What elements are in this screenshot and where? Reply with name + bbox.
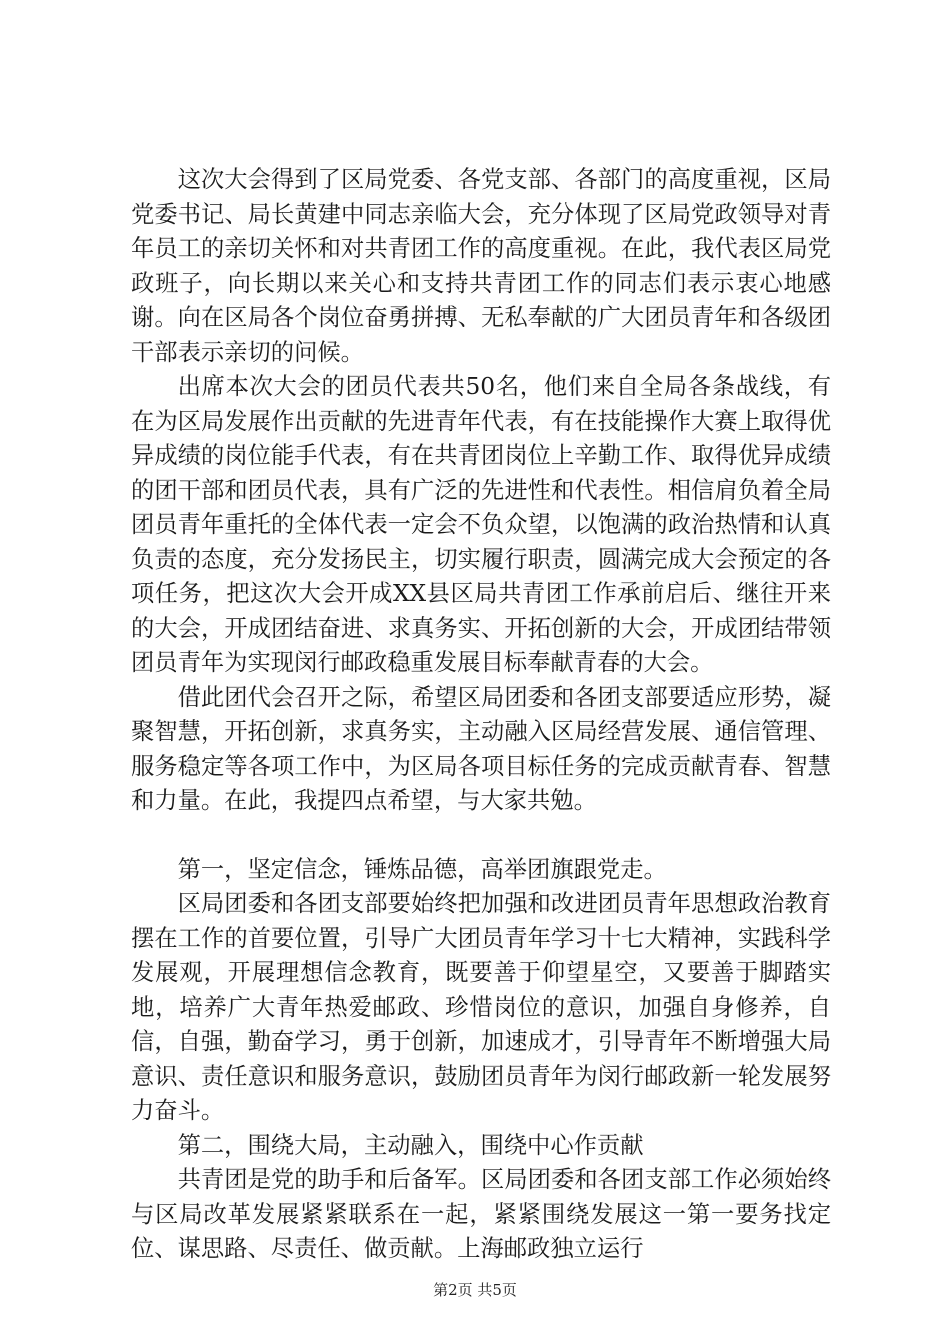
paragraph-hopes: 借此团代会召开之际，希望区局团委和各团支部要适应形势，凝聚智慧，开拓创新，求真务实，主动融入区局经营发展、通信管理、服务稳定等各项工作中，为区局各项目标任务的完成贡献青春、智慧和力量。在此，我提四点希望，与大家共勉。 — [131, 683, 831, 814]
paragraph-point-two: 共青团是党的助手和后备军。区局团委和各团支部工作必须始终与区局改革发展紧紧联系在一起，紧紧围绕发展这一第一要务找定位、谋思路、尽责任、做贡献。上海邮政独立运行 — [131, 1166, 831, 1262]
page-footer: 第2页 共5页 — [433, 1281, 517, 1299]
heading-point-one: 第一，坚定信念，锤炼品德，高举团旗跟党走。 — [177, 855, 667, 883]
paragraph-point-one: 区局团委和各团支部要始终把加强和改进团员青年思想政治教育摆在工作的首要位置，引导广大团员青年学习十七大精神，实践科学发展观，开展理想信念教育，既要善于仰望星空，又要善于脚踏实地，培养广大青年热爱邮政、珍惜岗位的意识，加强自身修养，自信，自强，勤奋学习，勇于创新，加速成才，引导青年不断增强大局意识、责任意识和服务意识，鼓励团员青年为闵行邮政新一轮发展努力奋斗。 — [131, 890, 831, 1124]
heading-point-two: 第二，围绕大局，主动融入，围绕中心作贡献 — [177, 1131, 644, 1159]
paragraph-delegates: 出席本次大会的团员代表共50名，他们来自全局各条战线，有在为区局发展作出贡献的先进青年代表，有在技能操作大赛上取得优异成绩的岗位能手代表，有在共青团岗位上辛勤工作、取得优异成绩的团干部和团员代表，具有广泛的先进性和代表性。相信肩负着全局团员青年重托的全体代表一定会不负众望，以饱满的政治热情和认真负责的态度，充分发扬民主，切实履行职责，圆满完成大会预定的各项任务，把这次大会开成XX县区局共青团工作承前启后、继往开来的大会，开成团结奋进、求真务实、开拓创新的大会，开成团结带领团员青年为实现闵行邮政稳重发展目标奉献青春的大会。 — [131, 373, 831, 676]
document-body — [131, 163, 831, 1267]
paragraph-thanks: 这次大会得到了区局党委、各党支部、各部门的高度重视，区局党委书记、局长黄建中同志亲临大会，充分体现了区局党政领导对青年员工的亲切关怀和对共青团工作的高度重视。在此，我代表区局党政班子，向长期以来关心和支持共青团工作的同志们表示衷心地感谢。向在区局各个岗位奋勇拼搏、无私奉献的广大团员青年和各级团干部表示亲切的问候。 — [131, 166, 831, 366]
